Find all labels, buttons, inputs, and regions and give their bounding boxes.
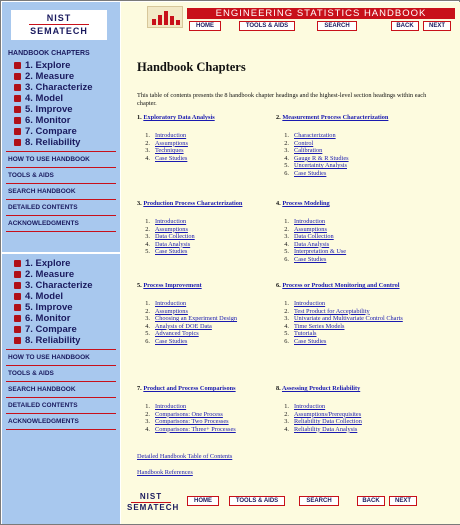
bullet-icon xyxy=(14,293,21,300)
section-number: 6. xyxy=(145,337,150,345)
list-item xyxy=(137,132,289,140)
section-list xyxy=(137,218,289,256)
list-item xyxy=(137,248,289,256)
home-button[interactable]: HOME xyxy=(187,496,219,506)
list-item xyxy=(276,162,428,170)
sidebar-item-label: 6. Monitor xyxy=(25,115,71,126)
sidebar-item-label: 1. Explore xyxy=(25,258,71,269)
chapter-heading xyxy=(137,385,289,393)
back-button[interactable]: BACK xyxy=(357,496,385,506)
sidebar-item-compare[interactable] xyxy=(6,126,116,137)
chapter-number: 6. xyxy=(276,282,281,289)
section-link[interactable]: Uncertainty Analysis xyxy=(294,162,347,170)
section-number: 4. xyxy=(145,322,150,330)
sidebar-item-label: 4. Model xyxy=(25,93,64,104)
section-number: 1. xyxy=(145,132,150,139)
section-number: 6. xyxy=(284,337,289,345)
tools-aids-button[interactable]: TOOLS & AIDS xyxy=(229,496,285,506)
chapter-number: 5. xyxy=(137,282,142,289)
section-link[interactable]: Introduction xyxy=(155,300,187,307)
list-item xyxy=(137,330,289,338)
chapter-title-link[interactable]: Process Modeling xyxy=(282,200,330,207)
section-number: 3. xyxy=(284,315,289,323)
section-link[interactable]: Assumptions xyxy=(155,307,188,315)
sidebar-link-detailed-contents[interactable]: DETAILED CONTENTS xyxy=(6,398,116,414)
list-item xyxy=(276,315,428,323)
section-number: 2. xyxy=(145,139,150,147)
chapter-block xyxy=(137,200,289,256)
list-item xyxy=(276,170,428,178)
logo-bar-icon xyxy=(164,11,168,25)
chapter-block xyxy=(276,200,428,264)
chapter-title-link[interactable]: Production Process Characterization xyxy=(143,200,243,207)
section-number: 3. xyxy=(145,233,150,241)
section-number: 2. xyxy=(145,410,150,418)
section-number: 3. xyxy=(145,147,150,155)
section-link[interactable]: Case Studies xyxy=(155,154,188,162)
list-item xyxy=(137,403,289,411)
sidebar-item-label: 4. Model xyxy=(25,291,64,302)
section-link[interactable]: Introduction xyxy=(155,132,187,139)
chapter-number: 4. xyxy=(276,200,281,207)
section-link[interactable]: Reliability Data Analysis xyxy=(294,425,358,433)
section-list xyxy=(137,132,289,162)
bullet-icon xyxy=(14,326,21,333)
section-number: 5. xyxy=(284,248,289,256)
list-item xyxy=(137,411,289,419)
sidebar-panel-bottom xyxy=(6,258,116,430)
section-link[interactable]: Time Series Models xyxy=(294,322,345,330)
chapter-title-link[interactable]: Process Improvement xyxy=(143,282,202,289)
sidebar-item-monitor[interactable] xyxy=(6,313,116,324)
bullet-icon xyxy=(14,62,21,69)
section-link[interactable]: Introduction xyxy=(294,218,326,225)
section-link[interactable]: Calibration xyxy=(294,147,323,155)
list-item xyxy=(137,338,289,346)
section-number: 5. xyxy=(145,330,150,338)
section-link[interactable]: Data Analysis xyxy=(155,240,191,248)
bullet-icon xyxy=(14,139,21,146)
chapter-title-link[interactable]: Product and Process Comparisons xyxy=(143,385,236,392)
next-button[interactable]: NEXT xyxy=(423,21,451,31)
list-item xyxy=(137,315,289,323)
frame-divider xyxy=(2,252,120,254)
section-number: 1. xyxy=(145,403,150,410)
sidebar-link-tools-aids[interactable]: TOOLS & AIDS xyxy=(6,168,116,184)
logo-line-nist: NIST xyxy=(139,492,163,501)
section-link[interactable]: Advanced Topics xyxy=(155,330,199,338)
search-button[interactable]: SEARCH xyxy=(317,21,357,31)
section-number: 3. xyxy=(284,233,289,241)
chapter-block xyxy=(276,282,428,346)
sidebar-item-reliability[interactable] xyxy=(6,335,116,346)
bullet-icon xyxy=(14,260,21,267)
section-link[interactable]: Interpretation & Use xyxy=(294,248,347,256)
back-button[interactable]: BACK xyxy=(391,21,419,31)
section-link[interactable]: Analysis of DOE Data xyxy=(155,322,212,330)
chapter-title-link[interactable]: Assessing Product Reliability xyxy=(281,385,361,392)
chapter-heading xyxy=(137,282,289,290)
sidebar-item-monitor[interactable] xyxy=(6,115,116,126)
sidebar-item-label: 5. Improve xyxy=(25,104,73,115)
sidebar-item-label: 2. Measure xyxy=(25,269,75,280)
section-link[interactable]: Introduction xyxy=(294,300,326,307)
section-number: 1. xyxy=(145,218,150,225)
intro-text: This table of contents presents the 8 handbook chapter headings and the highest-level section headings within each chapter. xyxy=(137,92,427,107)
section-link[interactable]: Assumptions/Prerequisites xyxy=(294,410,362,418)
section-number: 4. xyxy=(145,240,150,248)
section-number: 1. xyxy=(284,300,289,307)
chapter-number: 3. xyxy=(137,200,142,207)
list-item xyxy=(276,256,428,264)
list-item xyxy=(276,155,428,163)
handbook-references-link[interactable]: Handbook References xyxy=(137,469,193,476)
bullet-icon xyxy=(14,95,21,102)
section-number: 1. xyxy=(284,132,289,139)
chapter-heading xyxy=(276,114,428,122)
bullet-icon xyxy=(14,128,21,135)
list-item xyxy=(276,418,428,426)
list-item xyxy=(276,241,428,249)
section-number: 5. xyxy=(284,330,289,338)
sidebar-item-improve[interactable] xyxy=(6,104,116,115)
section-number: 1. xyxy=(284,403,289,410)
section-list xyxy=(276,403,428,433)
section-number: 4. xyxy=(284,240,289,248)
list-item xyxy=(276,323,428,331)
list-item xyxy=(137,426,289,434)
sidebar-item-explore[interactable] xyxy=(6,258,116,269)
bullet-icon xyxy=(14,271,21,278)
section-link[interactable]: Comparisons: Three+ Processes xyxy=(155,425,236,433)
section-link[interactable]: Characterization xyxy=(294,132,336,139)
chapter-heading xyxy=(276,282,428,290)
sidebar-item-measure[interactable] xyxy=(6,71,116,82)
section-link[interactable]: Assumptions xyxy=(294,225,327,233)
section-link[interactable]: Data Collection xyxy=(294,233,334,241)
section-link[interactable]: Reliability Data Collection xyxy=(294,418,362,426)
sidebar-item-label: 3. Characterize xyxy=(25,82,93,93)
chapter-title-link[interactable]: Measurement Process Characterization xyxy=(282,114,389,121)
logo-line-sematech: SEMATECH xyxy=(127,503,180,512)
section-link[interactable]: Comparisons: One Process xyxy=(155,410,223,418)
section-list xyxy=(276,300,428,346)
section-number: 6. xyxy=(284,255,289,263)
top-navigation-bar xyxy=(121,2,460,36)
section-link[interactable]: Assumptions xyxy=(155,139,188,147)
section-link[interactable]: Control xyxy=(294,139,314,147)
bottom-navigation-bar xyxy=(121,490,460,518)
sidebar xyxy=(2,2,120,524)
section-number: 5. xyxy=(145,248,150,256)
section-link[interactable]: Case Studies xyxy=(294,255,327,263)
section-number: 1. xyxy=(284,218,289,225)
logo-line-nist: NIST xyxy=(46,13,72,23)
list-item xyxy=(137,300,289,308)
chapter-block xyxy=(276,385,428,433)
sidebar-item-label: 7. Compare xyxy=(25,324,77,335)
sidebar-link-search[interactable]: SEARCH HANDBOOK xyxy=(6,382,116,398)
list-item xyxy=(276,411,428,419)
logo-bar-icon xyxy=(158,15,162,25)
sidebar-item-improve[interactable] xyxy=(6,302,116,313)
section-number: 2. xyxy=(284,307,289,315)
section-link[interactable]: Introduction xyxy=(294,403,326,410)
logo-bar-icon xyxy=(170,16,174,25)
sidebar-item-model[interactable] xyxy=(6,291,116,302)
section-number: 2. xyxy=(284,225,289,233)
list-item xyxy=(276,233,428,241)
list-item xyxy=(137,226,289,234)
section-link[interactable]: Test Product for Acceptability xyxy=(294,307,370,315)
chapter-number: 8. xyxy=(276,385,281,392)
section-number: 2. xyxy=(145,225,150,233)
section-number: 1. xyxy=(145,300,150,307)
sidebar-item-label: 1. Explore xyxy=(25,60,71,71)
sidebar-link-how-to-use[interactable]: HOW TO USE HANDBOOK xyxy=(6,152,116,168)
list-item xyxy=(276,132,428,140)
search-button[interactable]: SEARCH xyxy=(299,496,339,506)
section-number: 3. xyxy=(145,418,150,426)
bullet-icon xyxy=(14,337,21,344)
nist-sematech-logo[interactable] xyxy=(127,492,180,514)
chapter-title-link[interactable]: Exploratory Data Analysis xyxy=(143,114,215,121)
sidebar-item-explore[interactable] xyxy=(6,60,116,71)
sidebar-panel-top xyxy=(6,48,116,232)
next-button[interactable]: NEXT xyxy=(389,496,417,506)
bullet-icon xyxy=(14,73,21,80)
section-number: 2. xyxy=(284,139,289,147)
handbook-title: ENGINEERING STATISTICS HANDBOOK xyxy=(187,8,455,19)
list-item xyxy=(276,308,428,316)
sidebar-item-label: 3. Characterize xyxy=(25,280,93,291)
logo-bar-icon xyxy=(152,19,156,25)
section-link[interactable]: Choosing an Experiment Design xyxy=(155,315,238,323)
bullet-icon xyxy=(14,315,21,322)
section-number: 5. xyxy=(284,162,289,170)
sidebar-item-model[interactable] xyxy=(6,93,116,104)
section-link[interactable]: Comparisons: Two Processes xyxy=(155,418,229,426)
section-link[interactable]: Gauge R & R Studies xyxy=(294,154,349,162)
chapter-heading xyxy=(137,200,289,208)
list-item xyxy=(137,323,289,331)
sidebar-link-detailed-contents[interactable]: DETAILED CONTENTS xyxy=(6,200,116,216)
sidebar-item-measure[interactable] xyxy=(6,269,116,280)
list-item xyxy=(137,218,289,226)
list-item xyxy=(137,308,289,316)
section-link[interactable]: Case Studies xyxy=(294,337,327,345)
main-content xyxy=(121,2,460,524)
section-link[interactable]: Data Analysis xyxy=(294,240,330,248)
list-item xyxy=(276,226,428,234)
chapter-heading xyxy=(276,385,428,393)
bullet-icon xyxy=(14,282,21,289)
section-link[interactable]: Univariate and Multivariate Control Charts xyxy=(294,315,403,323)
section-list xyxy=(276,218,428,264)
nist-sematech-logo[interactable] xyxy=(11,10,107,40)
list-item xyxy=(137,155,289,163)
section-number: 3. xyxy=(145,315,150,323)
list-item xyxy=(276,300,428,308)
chapter-number: 2. xyxy=(276,114,281,121)
chapter-heading xyxy=(137,114,289,122)
list-item xyxy=(137,233,289,241)
logo-bar-icon xyxy=(176,20,180,25)
detailed-toc-link[interactable]: Detailed Handbook Table of Contents xyxy=(137,453,233,460)
bullet-icon xyxy=(14,117,21,124)
sidebar-item-reliability[interactable] xyxy=(6,137,116,148)
section-link[interactable]: Case Studies xyxy=(155,337,188,345)
bullet-icon xyxy=(14,84,21,91)
section-list xyxy=(137,403,289,433)
tools-aids-button[interactable]: TOOLS & AIDS xyxy=(239,21,295,31)
section-number: 3. xyxy=(284,418,289,426)
list-item xyxy=(137,140,289,148)
sidebar-item-characterize[interactable] xyxy=(6,280,116,291)
sidebar-item-label: 7. Compare xyxy=(25,126,77,137)
sidebar-link-acknowledgments[interactable]: ACKNOWLEDGMENTS xyxy=(6,414,116,430)
section-list xyxy=(137,300,289,346)
sidebar-item-label: 2. Measure xyxy=(25,71,75,82)
section-link[interactable]: Introduction xyxy=(155,218,187,225)
chapter-title-link[interactable]: Process or Product Monitoring and Control xyxy=(282,282,400,289)
sidebar-link-how-to-use[interactable]: HOW TO USE HANDBOOK xyxy=(6,350,116,366)
chapter-heading xyxy=(276,200,428,208)
handbook-logo-icon xyxy=(147,6,183,28)
section-number: 4. xyxy=(284,322,289,330)
section-number: 2. xyxy=(284,410,289,418)
chapter-number: 7. xyxy=(137,385,142,392)
section-number: 4. xyxy=(145,425,150,433)
section-list xyxy=(276,132,428,178)
home-button[interactable]: HOME xyxy=(189,21,221,31)
chapter-number: 1. xyxy=(137,114,142,121)
section-number: 4. xyxy=(284,425,289,433)
section-number: 6. xyxy=(284,169,289,177)
sidebar-item-compare[interactable] xyxy=(6,324,116,335)
section-link[interactable]: Techniques xyxy=(155,147,184,155)
section-number: 4. xyxy=(284,154,289,162)
chapter-block xyxy=(137,385,289,433)
bullet-icon xyxy=(14,106,21,113)
section-link[interactable]: Data Collection xyxy=(155,233,195,241)
list-item xyxy=(137,418,289,426)
list-item xyxy=(276,147,428,155)
section-link[interactable]: Case Studies xyxy=(155,248,188,256)
chapter-block xyxy=(137,282,289,346)
sidebar-item-label: 8. Reliability xyxy=(25,137,81,148)
sidebar-item-characterize[interactable] xyxy=(6,82,116,93)
section-link[interactable]: Introduction xyxy=(155,403,187,410)
chapter-block xyxy=(137,114,289,162)
list-item xyxy=(276,218,428,226)
sidebar-link-search[interactable]: SEARCH HANDBOOK xyxy=(6,184,116,200)
sidebar-item-label: 5. Improve xyxy=(25,302,73,313)
list-item xyxy=(276,338,428,346)
section-link[interactable]: Case Studies xyxy=(294,169,327,177)
list-item xyxy=(276,403,428,411)
page-title: Handbook Chapters xyxy=(137,60,246,74)
sidebar-item-label: 6. Monitor xyxy=(25,313,71,324)
section-link[interactable]: Assumptions xyxy=(155,225,188,233)
chapter-block xyxy=(276,114,428,178)
list-item xyxy=(137,147,289,155)
list-item xyxy=(276,140,428,148)
sidebar-link-tools-aids[interactable]: TOOLS & AIDS xyxy=(6,366,116,382)
section-number: 3. xyxy=(284,147,289,155)
section-link[interactable]: Tutorials xyxy=(294,330,317,338)
list-item xyxy=(137,241,289,249)
logo-line-sematech: SEMATECH xyxy=(30,26,88,36)
sidebar-link-acknowledgments[interactable]: ACKNOWLEDGMENTS xyxy=(6,216,116,232)
sidebar-item-label: 8. Reliability xyxy=(25,335,81,346)
list-item xyxy=(276,426,428,434)
sidebar-chapters-heading: HANDBOOK CHAPTERS xyxy=(8,50,90,57)
bullet-icon xyxy=(14,304,21,311)
list-item xyxy=(276,248,428,256)
section-number: 4. xyxy=(145,154,150,162)
section-number: 2. xyxy=(145,307,150,315)
list-item xyxy=(276,330,428,338)
